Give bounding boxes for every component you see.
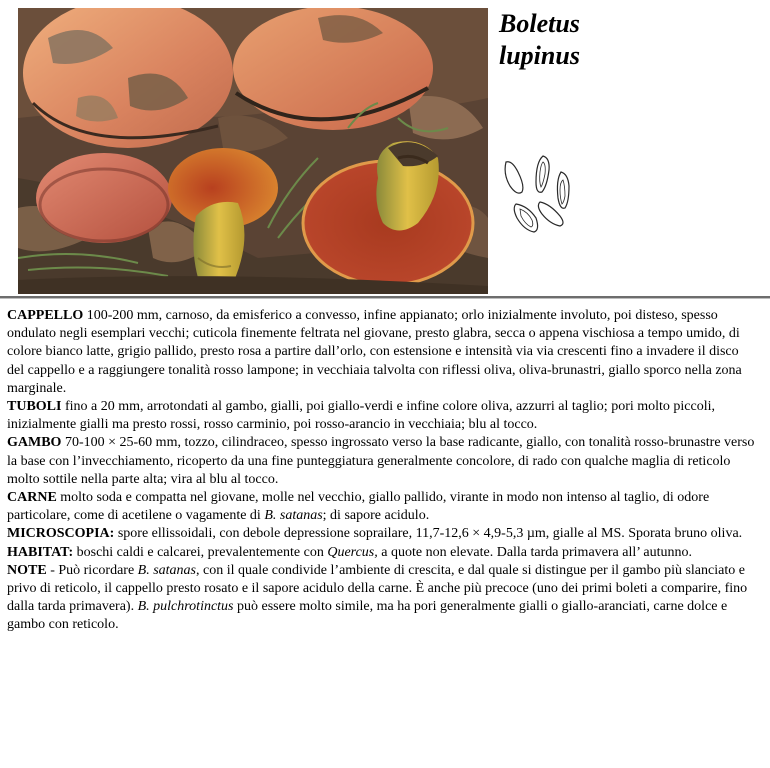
- habitat-text-before: boschi caldi e calcarei, prevalentemente con: [73, 544, 328, 560]
- spore-2: [536, 156, 549, 192]
- title-genus: Boletus: [499, 9, 580, 38]
- carne-text-before: molto soda e compatta nel giovane, molle nel vecchio, giallo pallido, virante in modo non intenso al taglio, di odore particolare, come di acetilene o vagamente di: [7, 490, 710, 524]
- gambo-text: 70-100 × 25-60 mm, tozzo, cilindraceo, spesso ingrossato verso la base radicante, giallo, con tonalità rosso-brunastre verso la base con l’invecchiamento, ricoperto da una fine punteggiatura generalmente concolore, di rado con qualche maglia di reticolo molto sottile nella parte alta; vira al blu al tocco.: [7, 435, 755, 487]
- spore-drawing: [498, 152, 582, 238]
- microscopia-text: spore ellissoidali, con debole depressione soprailare, 11,7-12,6 × 4,9-5,3 µm, gialle al MS. Sporata bruno oliva.: [114, 526, 743, 542]
- species-title: [499, 8, 580, 72]
- note-text-3: può essere molto simile, ma ha pori generalmente gialli o giallo-aranciati, carne dolce e gambo con reticolo.: [7, 599, 728, 633]
- section-gambo: [7, 434, 759, 489]
- cappello-text: 100-200 mm, carnoso, da emisferico a convesso, infine appianato; orlo inizialmente involuto, poi disteso, spesso ondulato negli esemplari vecchi; cuticola finemente feltrata nel giovane, presto glabra, secca o appena vischiosa a tempo umido, di colore bianco latte, grigio pallido, presto rosa a partire dall’orlo, con estensione e intensità via via crescenti fino a invadere il disco del cappello e a raggiungere tonalità rosso lampone; in vecchiaia talvolta con riflessi oliva, oliva-brunastri, giallo sporco nella zona marginale.: [7, 308, 742, 396]
- section-divider: [0, 296, 770, 299]
- tuboli-label: TUBOLI: [7, 399, 62, 415]
- spore-3: [557, 172, 569, 208]
- note-species-2: B. pulchrotinctus: [137, 599, 234, 615]
- habitat-genus: Quercus,: [327, 544, 378, 560]
- spore-1: [505, 162, 523, 193]
- mushroom-photo: [18, 8, 488, 294]
- title-epithet: lupinus: [499, 41, 580, 70]
- note-text-2: , con il quale condivide l’ambiente di crescita, e dal quale si distingue per il gambo più slanciato e privo di reticolo, il cappello presto rosato e il sapore acidulo della carne. È anche più precoce (uno dei primi boleti a comparire, fino dalla tarda primavera).: [7, 562, 748, 615]
- note-text-1: - Può ricordare: [46, 562, 138, 578]
- cappello-label: CAPPELLO: [7, 308, 84, 323]
- species-description: [7, 307, 759, 635]
- microscopia-label: MICROSCOPIA:: [7, 526, 115, 542]
- spore-5: [538, 202, 563, 226]
- section-microscopia: [7, 525, 759, 543]
- carne-label: CARNE: [7, 490, 57, 506]
- section-cappello: [7, 307, 759, 398]
- carne-species: B. satanas: [264, 508, 323, 524]
- habitat-text-after: a quote non elevate. Dalla tarda primavera all’ autunno.: [377, 544, 692, 560]
- carne-text-after: ; di sapore acidulo.: [322, 508, 430, 524]
- section-carne: [7, 489, 759, 525]
- tuboli-text: fino a 20 mm, arrotondati al gambo, gialli, poi giallo-verdi e infine colore oliva, azzurri al taglio; pori molto piccoli, inizialmente gialli ma presto rossi, rosso carminio, poi rosso-arancio in vecchiaia; blu al tocco.: [7, 399, 716, 433]
- gambo-label: GAMBO: [7, 435, 62, 451]
- note-species-1: B. satanas: [137, 562, 196, 578]
- habitat-label: HABITAT:: [7, 544, 74, 560]
- spore-4: [514, 204, 537, 232]
- section-note: [7, 562, 759, 635]
- section-habitat: [7, 544, 759, 562]
- section-tuboli: [7, 398, 759, 434]
- note-label: NOTE: [7, 562, 47, 578]
